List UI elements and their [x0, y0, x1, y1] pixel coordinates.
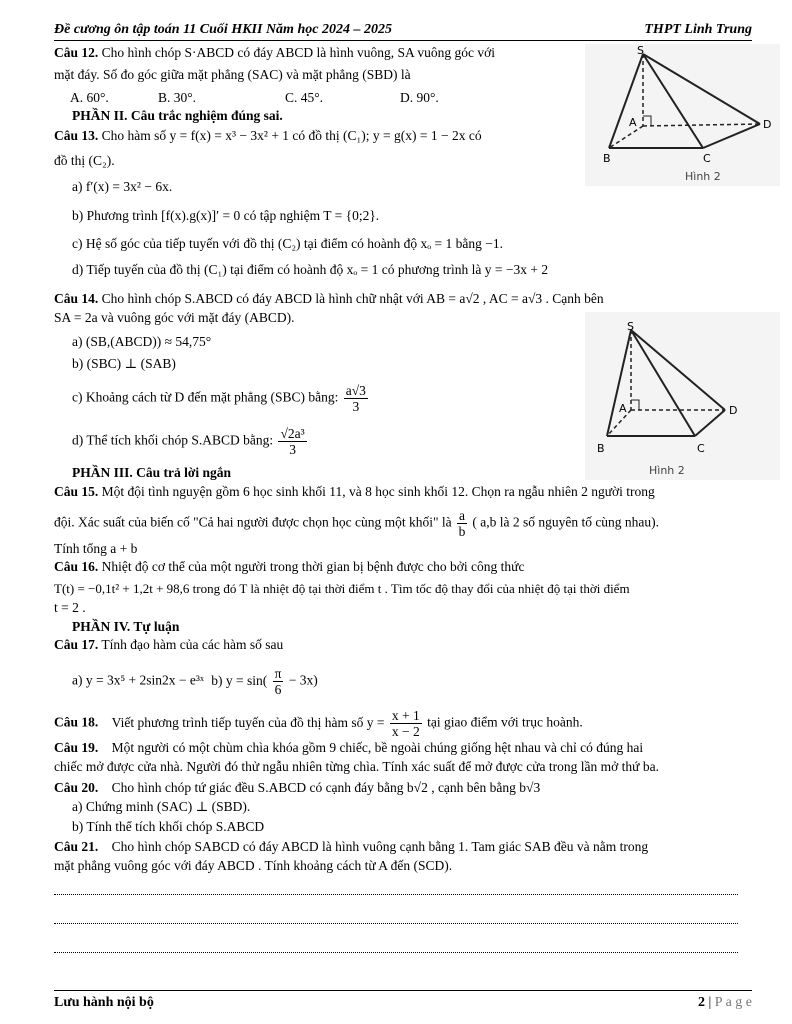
part4-heading: PHẦN IV. Tự luận: [72, 619, 180, 634]
q18-fraction: [390, 708, 422, 739]
q14-c-fraction: [344, 383, 368, 414]
q14-c-text: c) Khoảng cách từ D đến mặt phẳng (SBC) bằng:: [72, 389, 339, 405]
header-school: THPT Linh Trung: [644, 22, 752, 37]
q17-text1: Tính đạo hàm của các hàm số sau: [101, 637, 284, 652]
page-number-value: 2: [697, 995, 705, 1010]
q12-label: Câu 12.: [54, 45, 99, 60]
q15-text2: đội. Xác suất của biến cố "Cả hai người được chọn học cùng một khối" là: [54, 514, 452, 530]
q16-label: Câu 16.: [54, 559, 99, 574]
q17-a-text: a) y = 3x⁵ + 2sin2x − e³ˣ: [72, 672, 204, 688]
q12-opt-b: B. 30°.: [158, 90, 197, 105]
fig1-label-a: A: [629, 116, 637, 129]
q19-line1: [54, 739, 643, 757]
q13-label: Câu 13.: [54, 128, 99, 143]
part2-heading: PHẦN II. Câu trắc nghiệm đúng sai.: [72, 108, 283, 123]
page-footer: [54, 990, 752, 1011]
footer-note: Lưu hành nội bộ: [54, 995, 154, 1010]
q20-line1: [54, 779, 540, 797]
q18-text: Viết phương trình tiếp tuyến của đồ thị hàm số y =: [111, 714, 385, 730]
q13-d: d) Tiếp tuyến của đồ thị (C₁) tại điểm có hoành độ xₒ = 1 có phương trình là y = −3x + 2: [72, 262, 549, 277]
q17-b-post: − 3x): [288, 672, 318, 688]
page-number-sep: |: [704, 995, 715, 1010]
fig2-label-a: A: [619, 402, 627, 415]
q19-text1: Một người có một chùm chìa khóa gồm 9 chiếc, bề ngoài chúng giống hệt nhau và chỉ có đúng hai: [111, 740, 644, 755]
q15-line1: [54, 483, 655, 501]
q18-den: x − 2: [391, 724, 420, 739]
q12-opt-a: A. 60°.: [70, 90, 109, 105]
q17-b-num: π: [274, 666, 282, 681]
pyramid-figure-2: [585, 312, 780, 480]
q14-label: Câu 14.: [54, 291, 99, 306]
q20-b: b) Tính thể tích khối chóp S.ABCD: [72, 819, 265, 834]
q17-b-pre: b) y = sin(: [211, 672, 268, 688]
q13-a: a) f′(x) = 3x² − 6x.: [72, 179, 173, 194]
q13-line1: [54, 127, 482, 145]
q14-d: [72, 426, 309, 457]
q15-text3: Tính tổng a + b: [54, 541, 138, 556]
fig2-label-c: C: [697, 442, 705, 455]
answer-line-3: [54, 951, 738, 953]
q14-c: [72, 383, 370, 414]
q12-opt-c: C. 45°.: [285, 90, 324, 105]
q14-text1: Cho hình chóp S.ABCD có đáy ABCD là hình chữ nhật với AB = a√2 , AC = a√3 . Cạnh bên: [101, 291, 604, 306]
q20-text1: Cho hình chóp tứ giác đều S.ABCD có cạnh đáy bằng b√2 , cạnh bên bằng b√3: [111, 780, 541, 795]
answer-line-1: [54, 893, 738, 895]
q13-c: c) Hệ số góc của tiếp tuyến với đồ thị (C₂) tại điểm có hoành độ xₒ = 1 bằng −1.: [72, 236, 503, 251]
fig1-label-c: C: [703, 152, 711, 165]
q14-d-num: √2a³: [280, 426, 305, 441]
q13-b: b) Phương trình [f(x).g(x)]′ = 0 có tập nghiệm T = {0;2}.: [72, 208, 380, 223]
header-title: Đề cương ôn tập toán 11 Cuối HKII Năm học 2024 – 2025: [54, 22, 392, 37]
q13-text2: đồ thị (C₂).: [54, 153, 115, 168]
page-number: [698, 995, 752, 1011]
q15-label: Câu 15.: [54, 484, 99, 499]
page-header: [54, 22, 752, 41]
q15-text2-post: ( a,b là 2 số nguyên tố cùng nhau).: [472, 514, 660, 530]
q14-d-text: d) Thể tích khối chóp S.ABCD bằng:: [72, 432, 274, 448]
q21-text1: Cho hình chóp SABCD có đáy ABCD là hình vuông cạnh bằng 1. Tam giác SAB đều và nằm trong: [111, 839, 649, 854]
q21-line1: [54, 838, 648, 856]
q20-a: a) Chứng minh (SAC) ⊥ (SBD).: [72, 799, 251, 814]
q20-label: Câu 20.: [54, 780, 99, 795]
q18-label: Câu 18.: [54, 714, 99, 730]
q17-b-den: 6: [274, 682, 282, 697]
q21-text2: mặt phẳng vuông góc với đáy ABCD . Tính khoảng cách từ A đến (SCD).: [54, 858, 453, 873]
q18-num: x + 1: [391, 708, 420, 723]
fig2-label-d: D: [729, 404, 738, 417]
q12-text2: mặt đáy. Số đo góc giữa mặt phẳng (SAC) và mặt phẳng (SBD) là: [54, 67, 411, 82]
q15-frac-den: b: [458, 524, 466, 539]
fig1-label-b: B: [603, 152, 611, 165]
q18-line: [54, 708, 583, 739]
fig1-label-d: D: [763, 118, 772, 131]
q14-b: b) (SBC) ⊥ (SAB): [72, 356, 176, 371]
q14-text2: SA = 2a và vuông góc với mặt đáy (ABCD).: [54, 310, 295, 325]
q14-c-den: 3: [352, 399, 360, 414]
q19-label: Câu 19.: [54, 740, 99, 755]
fig2-label-b: B: [597, 442, 605, 455]
q16-line1: [54, 558, 524, 576]
q12-opt-d: D. 90°.: [400, 90, 439, 105]
q12-text1: Cho hình chóp S·ABCD có đáy ABCD là hình vuông, SA vuông góc với: [101, 45, 496, 60]
page-label: P a g e: [714, 995, 752, 1010]
fig1-caption: Hình 2: [685, 170, 721, 183]
fig2-label-s: S: [627, 320, 634, 333]
q17-line1: [54, 636, 283, 654]
q14-c-num: a√3: [345, 383, 366, 398]
q17-label: Câu 17.: [54, 637, 99, 652]
q21-label: Câu 21.: [54, 839, 99, 854]
q15-text1: Một đội tình nguyện gồm 6 học sinh khối 11, và 8 học sinh khối 12. Chọn ra ngẫu nhiên 2 người trong: [101, 484, 655, 499]
fig2-caption: Hình 2: [649, 464, 685, 477]
q15-line2: [54, 508, 659, 539]
q14-a: a) (SB,(ABCD)) ≈ 54,75°: [72, 334, 212, 349]
q17-a: [72, 666, 318, 697]
q14-d-fraction: [278, 426, 306, 457]
fig1-label-s: S: [637, 44, 644, 57]
q19-text2: chiếc mở được cửa nhà. Người đó thử ngẫu nhiên từng chìa. Tính xác suất để mở được cửa trong lần mở thứ ba.: [54, 759, 659, 774]
q13-text1: Cho hàm số y = f(x) = x³ − 3x² + 1 có đồ thị (C₁); y = g(x) = 1 − 2x có: [101, 128, 482, 143]
pyramid-figure-1: [585, 44, 780, 186]
q17-b-fraction: [273, 666, 284, 697]
q18-post: tại giao điểm với trục hoành.: [427, 714, 583, 730]
part3-heading: PHẦN III. Câu trả lời ngắn: [72, 465, 231, 480]
answer-line-2: [54, 922, 738, 924]
q14-line1: [54, 290, 604, 308]
q12-line1: [54, 44, 495, 62]
q16-text1: Nhiệt độ cơ thể của một người trong thời gian bị bệnh được cho bởi công thức: [101, 559, 525, 574]
q14-d-den: 3: [289, 442, 296, 457]
q16-text2: T(t) = −0,1t² + 1,2t + 98,6 trong đó T là nhiệt độ tại thời điểm t . Tìm tốc độ thay đổi của nhiệt độ tại thời điểm: [54, 581, 630, 596]
q15-frac-num: a: [458, 508, 465, 523]
q16-text3: t = 2 .: [54, 600, 86, 615]
q15-fraction: [457, 508, 467, 539]
